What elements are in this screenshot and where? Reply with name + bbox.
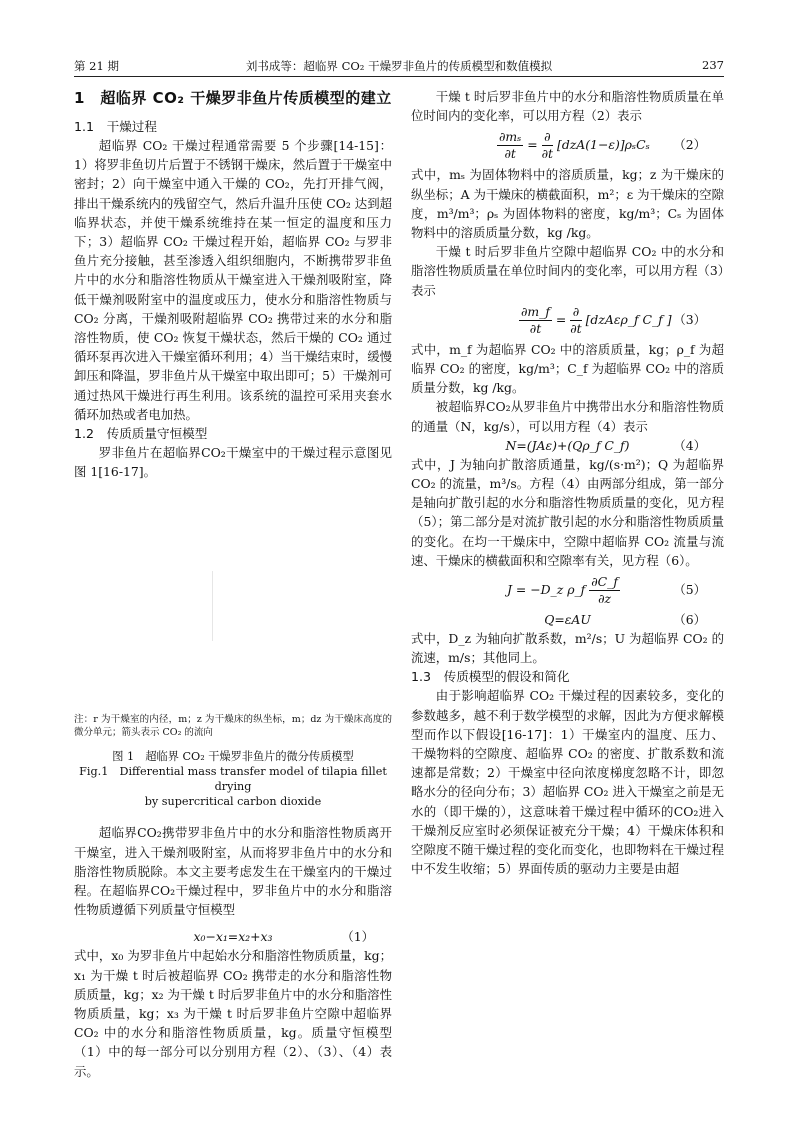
- paragraph-eq2-intro: 干燥 t 时后罗非鱼片中的水分和脂溶性物质质量在单位时间内的变化率，可以用方程（2）表示: [411, 89, 724, 124]
- figure-1-image: [74, 481, 392, 703]
- eq3-rest: [dzAερ_f C_f ]: [585, 311, 672, 327]
- equation-6: [411, 610, 724, 629]
- running-title: 刘书成等：超临界 CO₂ 干燥罗非鱼片的传质模型和数值模拟: [245, 59, 553, 73]
- page-number: 237: [702, 58, 724, 72]
- paragraph-eq3-intro: 干燥 t 时后罗非鱼片空隙中超临界 CO₂ 中的水分和脂溶性物质质量在单位时间内的变化率，可以用方程（3）表示: [411, 244, 724, 298]
- section-1-1-title: 1.1 干燥过程: [74, 119, 157, 134]
- figure-1-caption-en-2: by supercritical carbon dioxide: [144, 795, 322, 809]
- equation-5: [411, 570, 724, 610]
- eq3-lhs-den: ∂t: [529, 320, 542, 336]
- paragraph-drying-process: 超临界 CO₂ 干燥过程通常需要 5 个步骤[14-15]：1）将罗非鱼切片后置于不锈钢干燥床，然后置于干燥室中密封；2）向干燥室中通入干燥的 CO₂，先打开排气阀，排出干燥系统内的残留空气，然后升温升压使 CO₂ 达到超临界状态，并使干燥系统维持在某一恒定的温度和压力下；3）超临界 CO₂ 干燥过程开始，超临界 CO₂ 与罗非鱼片充分接触，甚至渗透入组织细胞内，不断携带罗非鱼片中的水分和脂溶性物质从干燥室进入干燥剂吸附室，降低干燥剂吸附室中的温度或压力，使水分和脂溶性物质与 CO₂ 分离，干燥剂吸附超临界 CO₂ 携带过来的水分和脂溶性物质，使 CO₂ 恢复干燥状态，然后干燥的 CO₂ 通过循环泵再次进入干燥室循环利用；4）当干燥结束时，缓慢卸压和降温，罗非鱼片从干燥室中取出即可；5）干燥剂可通过热风干燥进行再生利用。该系统的温控可采用夹套水循环加热或者电加热。: [74, 138, 392, 422]
- equation-6-body: Q=εAU: [544, 612, 591, 628]
- equation-1: [74, 927, 392, 946]
- eq3-rhs-den: ∂t: [570, 320, 582, 336]
- equation-4: [411, 436, 724, 455]
- eq2-rest: [dzA(1−ε)]ρₛCₛ: [556, 137, 650, 153]
- equation-4-body: N=(JAε)+(Qρ_f C_f): [505, 437, 630, 453]
- eq2-lhs-den: ∂t: [504, 146, 516, 162]
- figure-1-faint-line: [212, 571, 213, 641]
- eq2-equals: =: [527, 137, 538, 153]
- eq2-rhs-den: ∂t: [541, 146, 554, 162]
- equation-2: [411, 125, 724, 165]
- section-1-3-title: 1.3 传质模型的假设和简化: [411, 669, 570, 685]
- paragraph-eq2-symbols: 式中，mₛ 为固体物料中的溶质质量，kg；z 为干燥床的纵坐标；A 为干燥床的横截面积，m²；ε 为干燥床的空隙度，m³/m³；ρₛ 为固体物料的密度，kg/m³；Cₛ 为固体物料中的溶质质量分数，kg /kg。: [411, 167, 724, 241]
- equation-6-number: （6）: [673, 612, 706, 628]
- issue-number: 第 21 期: [74, 59, 119, 73]
- section-1-title: 1 超临界 CO₂ 干燥罗非鱼片传质模型的建立: [74, 89, 392, 107]
- paragraph-figure-ref: 罗非鱼片在超临界CO₂干燥室中的干燥过程示意图见图 1[16-17]。: [74, 445, 392, 480]
- eq5-den: ∂z: [598, 591, 612, 607]
- section-1-2-title: 1.2 传质质量守恒模型: [74, 426, 208, 442]
- paragraph-mass-balance-intro: 超临界CO₂携带罗非鱼片中的水分和脂溶性物质离开干燥室，进入干燥剂吸附室，从而将罗非鱼片中的水分和脂溶性物质脱除。本文主要考虑发生在干燥室内的干燥过程。在超临界CO₂干燥过程中，罗非鱼片中的水分和脂溶性物质遵循下列质量守恒模型: [74, 825, 392, 918]
- paragraph-eq4-intro: 被超临界CO₂从罗非鱼片中携带出水分和脂溶性物质的通量（N，kg/s），可以用方程（4）表示: [411, 399, 724, 434]
- paragraph-eq1-symbols: 式中，x₀ 为罗非鱼片中起始水分和脂溶性物质质量，kg；x₁ 为干燥 t 时后被超临界 CO₂ 携带走的水分和脂溶性物质质量，kg；x₂ 为干燥 t 时后罗非鱼片中的水分和脂溶性物质质量，kg；x₃ 为干燥 t 时后罗非鱼片空隙中超临界 CO₂ 中的水分和脂溶性物质质量，kg。质量守恒模型（1）中的每一部分可以分别用方程（2）、（3）、（4）表示。: [74, 948, 392, 1079]
- equation-1-number: （1）: [341, 929, 374, 945]
- paragraph-eq4-symbols: 式中，J 为轴向扩散溶质通量，kg/(s·m²)；Q 为超临界 CO₂ 的流量，m³/s。方程（4）由两部分组成，第一部分是轴向扩散引起的水分和脂溶性物质质量的变化，见方程（5）；第二部分是对流扩散引起的水分和脂溶性物质质量的变化。在均一干燥床中，空隙中超临界 CO₂ 流量与流速、干燥床的横截面积和空隙率有关，见方程（6）。: [411, 456, 724, 568]
- equation-2-number: （2）: [673, 137, 706, 153]
- equation-4-number: （4）: [673, 437, 706, 453]
- left-column: [74, 87, 392, 1081]
- paragraph-eq5-6-symbols: 式中，D_z 为轴向扩散系数，m²/s；U 为超临界 CO₂ 的流速，m/s；其他同上。: [411, 631, 724, 666]
- equation-3-number: （3）: [673, 311, 706, 327]
- eq2-rhs-num: ∂: [542, 129, 553, 146]
- paragraph-assumptions: 由于影响超临界 CO₂ 干燥过程的因素较多，变化的参数越多，越不利于数学模型的求解，因此为方便求解模型而作以下假设[16-17]：1）干燥室内的温度、压力、干燥物料的空隙度、超临界 CO₂ 的密度、扩散系数和流速都是常数；2）干燥室中径向浓度梯度忽略不计，即忽略水分的径向分布；3）超临界 CO₂ 进入干燥室之前是无水的（即干燥的），这意味着干燥过程中循环的CO₂进入干燥剂反应室时必须保证被充分干燥；4）干燥床体积和空隙度不随干燥过程的变化而变化，也即物料在干燥过程中不发生收缩；5）界面传质的驱动力主要是由超: [411, 688, 724, 877]
- right-column: [411, 87, 724, 879]
- equation-5-number: （5）: [673, 582, 706, 598]
- eq5-lhs: J = −D_z ρ_f: [507, 582, 586, 598]
- figure-1-caption-cn: 图 1 超临界 CO₂ 干燥罗非鱼片的微分传质模型: [112, 750, 354, 764]
- paragraph-eq3-symbols: 式中，m_f 为超临界 CO₂ 中的溶质质量，kg；ρ_f 为超临界 CO₂ 的密度，kg/m³；C_f 为超临界 CO₂ 中的溶质质量分数，kg /kg。: [411, 341, 724, 396]
- eq3-equals: =: [555, 311, 567, 327]
- header-rule: [74, 76, 724, 77]
- equation-1-body: x₀−x₁=x₂+x₃: [193, 929, 273, 945]
- running-header: [74, 58, 724, 74]
- eq5-num: ∂C_f: [591, 574, 618, 590]
- equation-3: [411, 300, 724, 340]
- eq3-lhs-num: ∂m_f: [521, 303, 550, 319]
- eq2-lhs-num: ∂mₛ: [499, 129, 522, 145]
- figure-1-caption-en-1: Fig.1 Differential mass transfer model of tilapia fillet drying: [79, 765, 387, 794]
- eq3-rhs-num: ∂: [570, 304, 581, 321]
- figure-1-note: 注：r 为干燥室的内径，m；z 为干燥床的纵坐标，m；dz 为干燥床高度的微分单元；箭头表示 CO₂ 的流向: [74, 714, 392, 739]
